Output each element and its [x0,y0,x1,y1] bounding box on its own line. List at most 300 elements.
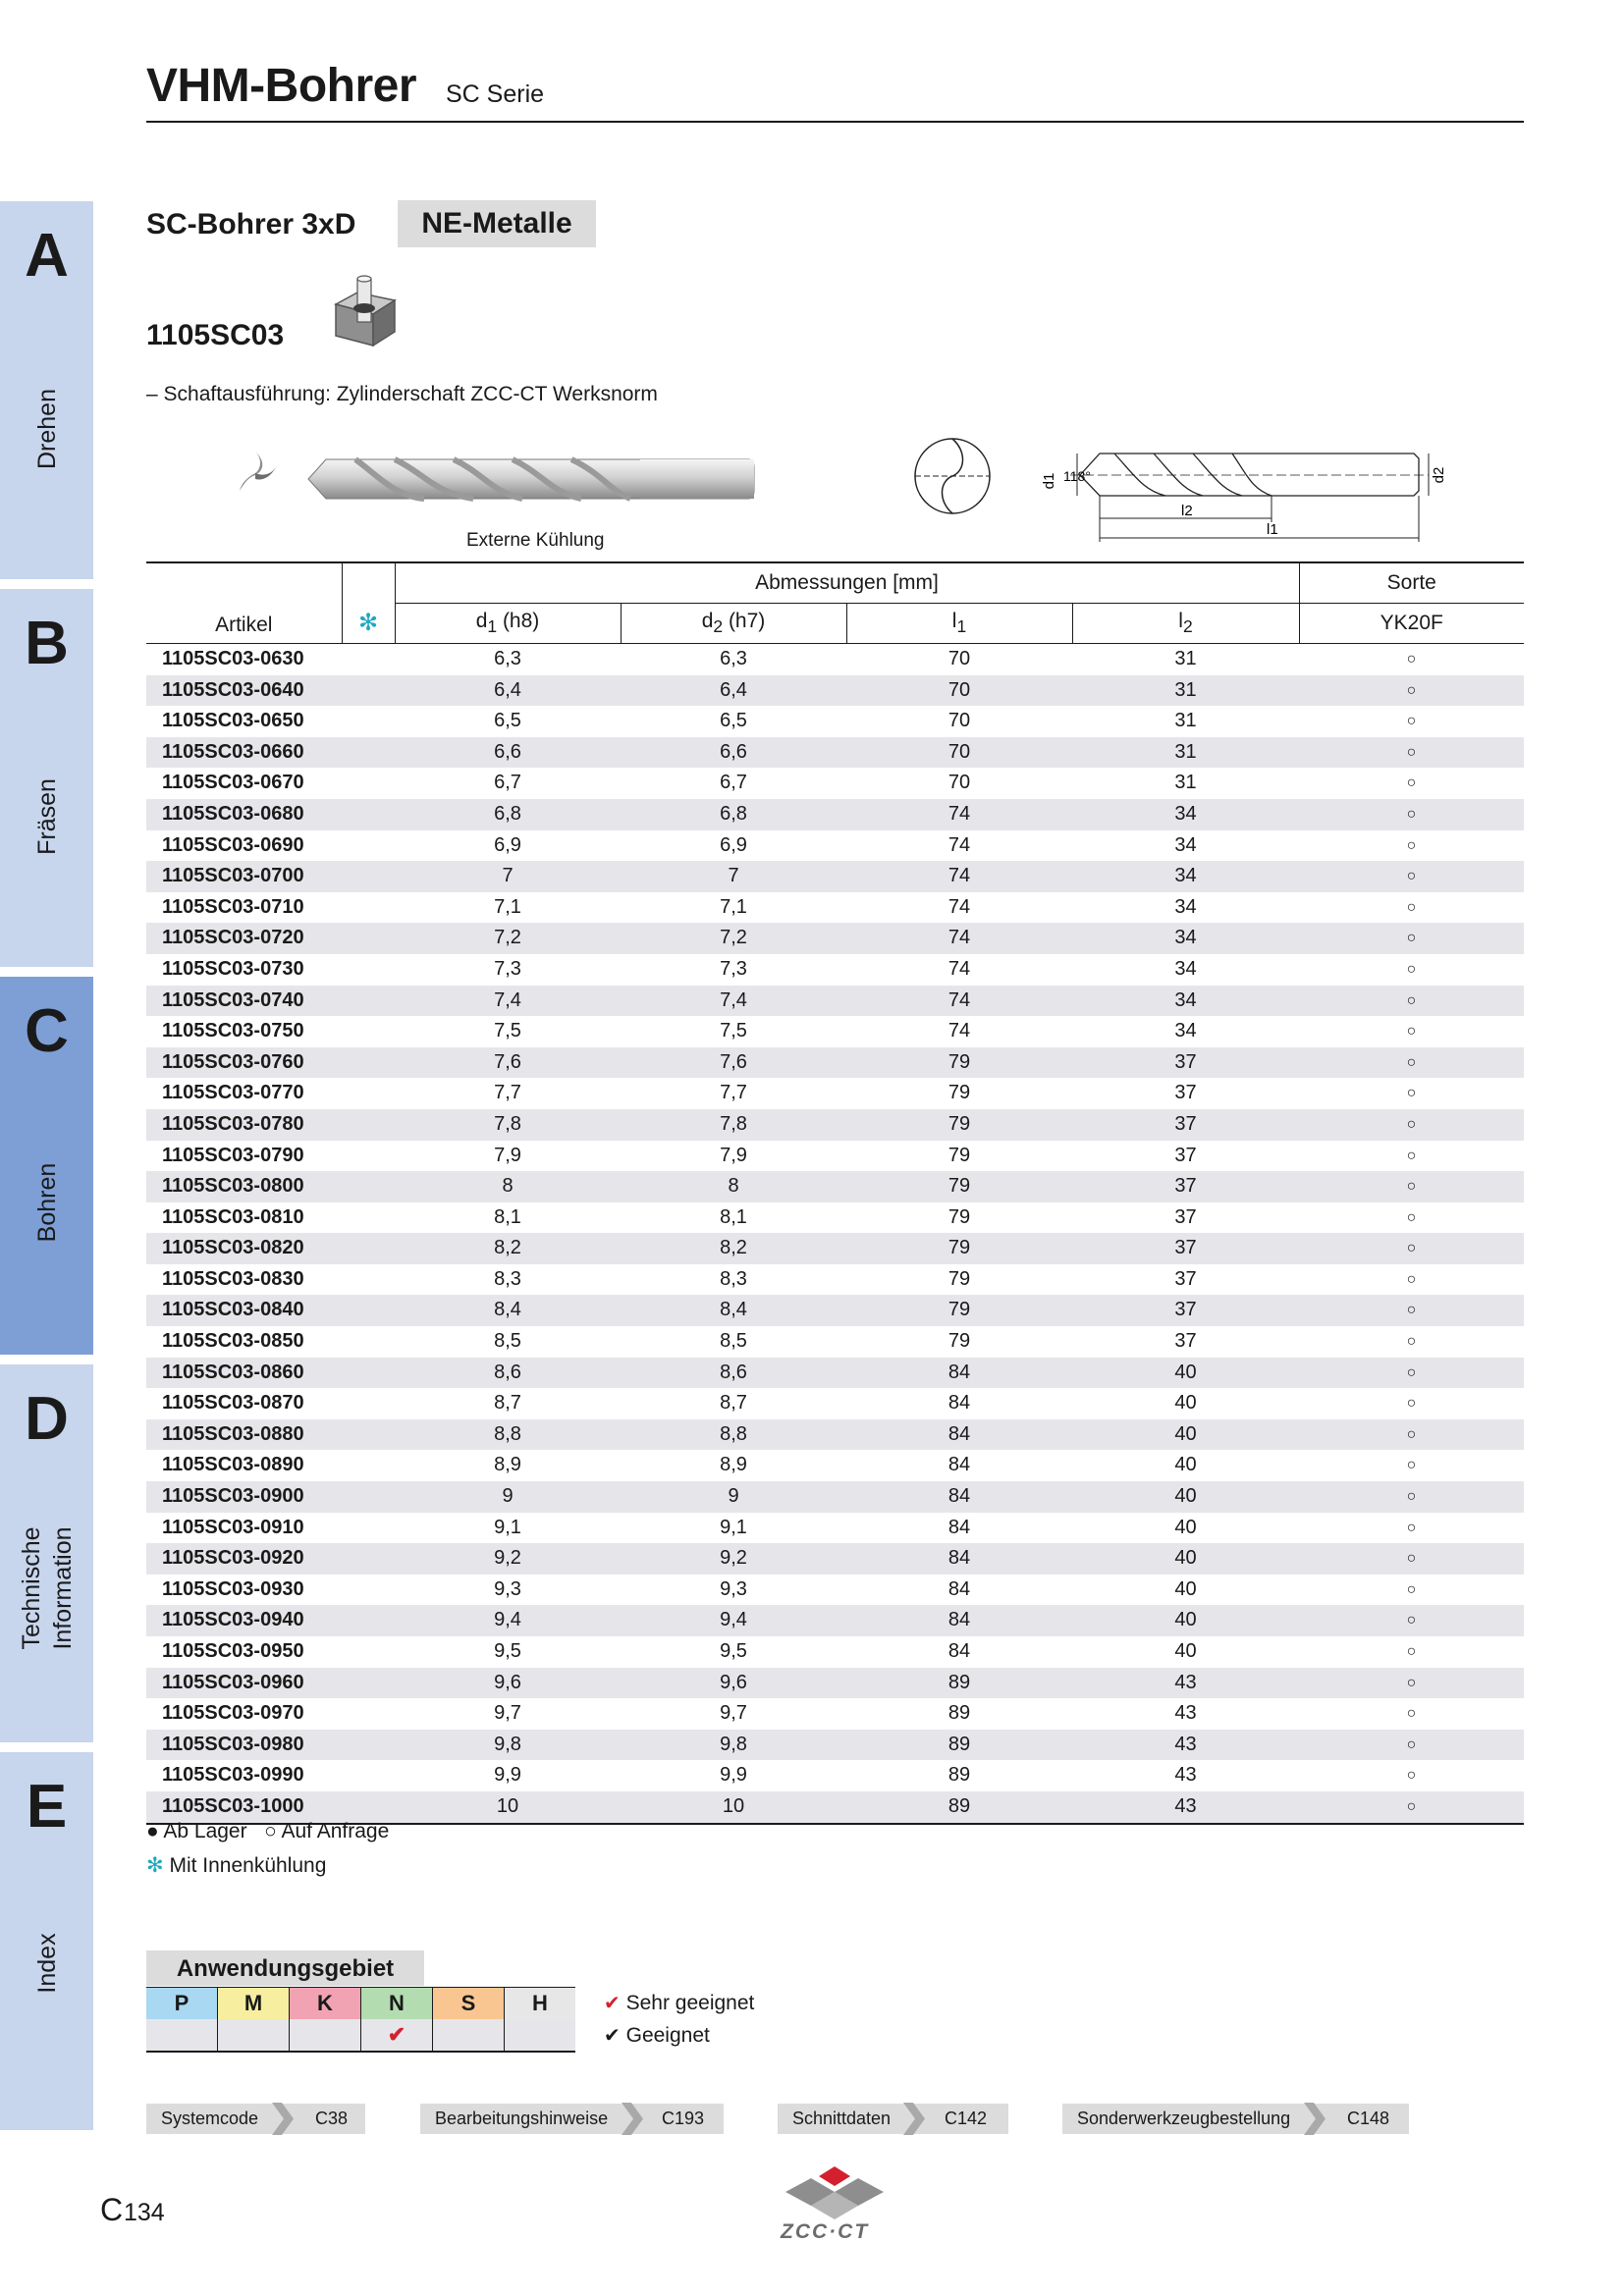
zcc-ct-logo [776,2163,893,2221]
cell-cooling [342,830,395,862]
table-row [146,1078,1524,1109]
cell-d1: 6,8 [395,799,621,830]
cell-l2: 40 [1072,1543,1299,1575]
reference-page: C148 [1347,2109,1390,2128]
cell-l1: 89 [846,1668,1072,1699]
chevron-right-icon [622,2103,645,2135]
cell-l1: 84 [846,1419,1072,1451]
material-class-suitability [218,2019,290,2052]
cell-cooling [342,1016,395,1047]
suitable-label: Geeignet [625,2024,710,2047]
table-row [146,1233,1524,1264]
cell-cooling [342,986,395,1017]
table-row [146,1481,1524,1513]
cell-d2: 7,7 [720,1082,747,1104]
cell-article: 1105SC03-0680 [146,799,342,830]
cell-grade-availability: ○ [1299,1047,1524,1079]
availability-legend [146,1820,389,1843]
side-tab-a[interactable] [0,201,93,579]
product-table [146,561,1524,1825]
reference-name: Systemcode [161,2109,259,2128]
table-row [146,1171,1524,1202]
cell-l2: 34 [1174,895,1197,918]
material-class-n: N [361,1988,433,2020]
cell-l1: 84 [846,1358,1072,1389]
cell-d2: 9,3 [720,1577,747,1600]
cell-d1: 6,5 [494,710,521,732]
table-row [146,1295,1524,1326]
material-class-table [146,1987,575,2053]
cell-d2: 9,7 [720,1702,747,1725]
table-row [146,1450,1524,1481]
cell-d1: 6,7 [494,772,521,794]
cell-l1: 84 [947,1454,971,1476]
dimension-drawing [908,432,1458,550]
cell-d1: 8,8 [395,1419,621,1451]
side-tab-label: Fräsen [33,778,61,855]
cell-cooling [342,954,395,986]
page-section-letter: C [100,2192,124,2227]
table-row [146,1141,1524,1172]
cell-d2: 8,9 [720,1454,747,1476]
cell-cooling [342,1202,395,1234]
in-stock-icon: ● [146,1820,159,1842]
cell-l1: 84 [947,1640,971,1662]
table-row [146,1543,1524,1575]
cell-cooling [342,1636,395,1668]
cell-d1: 9,3 [494,1577,521,1600]
cell-cooling [342,1481,395,1513]
cell-d2: 8,7 [720,1392,747,1415]
cell-l2: 43 [1174,1702,1197,1725]
cell-cooling [342,1450,395,1481]
cell-d1: 6,9 [494,833,521,856]
workpiece-hole-icon [332,275,401,349]
table-row [146,923,1524,954]
table-row [146,1791,1524,1824]
cell-cooling [342,1388,395,1419]
reference-link-systemcode[interactable] [146,2104,365,2134]
cell-grade-availability: ○ [1299,1543,1524,1575]
cell-grade-availability: ○ [1299,861,1524,892]
side-tab-label: Index [33,1933,61,1994]
cell-l2: 37 [1174,1267,1197,1290]
drawing-label-l1: l1 [1267,521,1278,538]
table-row [146,1730,1524,1761]
cell-l1: 70 [846,675,1072,707]
cell-d1: 7,5 [494,1020,521,1042]
drawing-angle: 118° [1063,468,1091,484]
cell-article: 1105SC03-0940 [146,1605,342,1636]
cell-l2: 40 [1174,1577,1197,1600]
drawing-label-d1: d1 [1041,472,1057,490]
cell-grade-availability: ○ [1299,1605,1524,1636]
internal-cooling-icon: ✻ [146,1854,164,1877]
cell-grade-availability: ○ [1406,1085,1417,1102]
cell-cooling [342,799,395,830]
drawing-label-d2: d2 [1431,466,1447,484]
cell-d1: 8,7 [494,1392,521,1415]
cell-d1: 8,1 [494,1205,521,1228]
cell-grade-availability: ○ [1299,1358,1524,1389]
cell-d1: 8,5 [494,1330,521,1353]
cell-article: 1105SC03-0840 [146,1295,342,1326]
cell-grade-availability: ○ [1406,1457,1417,1474]
cell-cooling [342,1326,395,1358]
page-subtitle: SC Serie [446,80,545,108]
cell-l2: 34 [1174,833,1197,856]
on-request-icon: ○ [264,1820,277,1842]
cell-article: 1105SC03-0910 [162,1516,304,1538]
logo-text: ZCC·CT [781,2220,870,2243]
cell-d1: 9,1 [494,1516,521,1538]
cell-l1: 79 [947,1330,971,1353]
cell-d1: 9,6 [395,1668,621,1699]
cell-grade-availability: ○ [1299,1481,1524,1513]
red-check-icon: ✔ [604,1993,621,2014]
cell-article: 1105SC03-0930 [162,1577,304,1600]
cooling-caption: Externe Kühlung [466,530,605,551]
cell-d2: 9,1 [720,1516,747,1538]
header-divider [146,121,1524,123]
cell-d2: 7,8 [621,1109,846,1141]
drill-image [228,444,758,522]
cell-d2: 9,8 [621,1730,846,1761]
cell-article: 1105SC03-0640 [146,675,342,707]
cell-l2: 43 [1072,1730,1299,1761]
table-row [146,737,1524,769]
side-tab-letter: A [25,222,69,290]
cell-article: 1105SC03-1000 [146,1791,342,1824]
cell-d1: 7 [395,861,621,892]
table-row [146,861,1524,892]
side-tab-c[interactable] [0,977,93,1355]
cell-l1: 70 [947,772,971,794]
side-tab-label-line: Technische [18,1526,45,1650]
cell-l2: 43 [1072,1791,1299,1824]
cell-cooling [342,1078,395,1109]
cell-d1: 7,7 [494,1082,521,1104]
cell-grade-availability: ○ [1299,799,1524,830]
cell-grade-availability: ○ [1406,960,1417,978]
table-row [146,1264,1524,1296]
material-class-suitability [433,2019,505,2052]
cell-d2: 6,5 [720,710,747,732]
column-header-grade: YK20F [1299,604,1524,644]
cell-l2: 37 [1072,1109,1299,1141]
cell-d1: 8,9 [494,1454,521,1476]
cell-article: 1105SC03-0830 [162,1267,304,1290]
cell-grade-availability: ○ [1406,1580,1417,1598]
table-row [146,706,1524,737]
cell-l2: 40 [1174,1640,1197,1662]
on-request-label: Auf Anfrage [281,1820,390,1842]
side-tab-d[interactable] [0,1364,93,1742]
chevron-right-icon [1304,2103,1327,2135]
table-row [146,1047,1524,1079]
page-number: 134 [124,2199,165,2226]
cell-d2: 9,2 [621,1543,846,1575]
cell-l2: 37 [1174,1205,1197,1228]
cell-d1: 8,3 [494,1267,521,1290]
cell-l2: 37 [1072,1171,1299,1202]
reference-name: Schnittdaten [792,2109,892,2128]
cell-article: 1105SC03-0950 [162,1640,304,1662]
cell-d2: 6,6 [621,737,846,769]
cell-article: 1105SC03-0860 [146,1358,342,1389]
cell-d1: 8,6 [395,1358,621,1389]
cell-article: 1105SC03-0890 [162,1454,304,1476]
reference-link-sonderwerkzeugbestellung[interactable] [1062,2104,1409,2134]
cell-grade-availability: ○ [1299,1295,1524,1326]
internal-cooling-icon: ✻ [357,610,379,636]
column-group-dimensions: Abmessungen [mm] [395,562,1299,604]
cell-article: 1105SC03-0790 [162,1144,304,1166]
cell-d2: 10 [621,1791,846,1824]
cell-d2: 8,8 [621,1419,846,1451]
column-header-l2: $l_2$ [1072,604,1299,644]
side-tab-b[interactable] [0,589,93,967]
cell-article: 1105SC03-0780 [146,1109,342,1141]
cell-l2: 37 [1072,1047,1299,1079]
cell-l2: 31 [1072,737,1299,769]
cell-d1: 9,8 [395,1730,621,1761]
cell-d2: 9,5 [720,1640,747,1662]
cell-grade-availability: ○ [1406,1395,1417,1413]
cell-article: 1105SC03-0960 [146,1668,342,1699]
cell-d2: 7,9 [720,1144,747,1166]
cell-grade-availability: ○ [1406,1643,1417,1660]
cell-cooling [342,1233,395,1264]
cell-l1: 74 [846,799,1072,830]
material-class-suitability [290,2019,361,2052]
cell-article: 1105SC03-0690 [162,833,304,856]
cell-grade-availability: ○ [1406,898,1417,916]
cell-cooling [342,861,395,892]
chevron-right-icon [272,2103,296,2135]
cell-d1: 7,6 [395,1047,621,1079]
cell-l1: 84 [846,1543,1072,1575]
cell-l2: 37 [1174,1144,1197,1166]
side-tab-label: Drehen [33,389,61,469]
cell-d2: 6,9 [720,833,747,856]
in-stock-label: Ab Lager [163,1820,247,1842]
cell-l2: 31 [1174,772,1197,794]
cell-d2: 8,5 [720,1330,747,1353]
cell-article: 1105SC03-0740 [146,986,342,1017]
cell-grade-availability: ○ [1406,1519,1417,1536]
cell-grade-availability: ○ [1406,774,1417,792]
cell-l1: 79 [846,1109,1072,1141]
cell-l2: 34 [1174,1020,1197,1042]
cell-cooling [342,1264,395,1296]
cell-l1: 79 [947,1082,971,1104]
cell-l1: 74 [846,861,1072,892]
cell-d2: 9,4 [621,1605,846,1636]
cell-grade-availability: ○ [1299,1171,1524,1202]
cell-l2: 31 [1174,648,1197,669]
material-class-k: K [290,1988,361,2020]
cell-cooling [342,1730,395,1761]
cell-grade-availability: ○ [1406,1767,1417,1785]
cell-l1: 79 [947,1144,971,1166]
material-class-m: M [218,1988,290,2020]
cell-article: 1105SC03-0670 [162,772,304,794]
cell-l1: 89 [947,1764,971,1787]
table-row [146,1605,1524,1636]
cell-grade-availability: ○ [1406,713,1417,730]
cooling-legend [146,1853,326,1878]
cell-cooling [342,1109,395,1141]
cell-article: 1105SC03-0980 [146,1730,342,1761]
column-group-grade: Sorte [1299,562,1524,604]
cell-article: 1105SC03-0990 [162,1764,304,1787]
cell-d2: 9,9 [720,1764,747,1787]
cell-l1: 79 [947,1267,971,1290]
cell-article: 1105SC03-0760 [146,1047,342,1079]
cell-l1: 84 [947,1577,971,1600]
material-class-suitability [146,2019,218,2052]
table-row [146,830,1524,862]
drawing-label-l2: l2 [1181,503,1193,519]
cell-cooling [342,1141,395,1172]
cell-d2: 8,4 [621,1295,846,1326]
cell-cooling [342,1513,395,1544]
side-tab-label: Bohren [33,1162,61,1243]
cell-d2: 7,5 [720,1020,747,1042]
section-title: SC-Bohrer 3xD [146,208,356,240]
table-row [146,799,1524,830]
cell-l1: 74 [947,833,971,856]
cell-d1: 6,4 [395,675,621,707]
cell-l1: 89 [947,1702,971,1725]
cell-d1: 9 [395,1481,621,1513]
cell-d1: 8,2 [395,1233,621,1264]
cell-article: 1105SC03-0750 [162,1020,304,1042]
cell-cooling [342,1605,395,1636]
cell-l1: 74 [846,986,1072,1017]
cell-grade-availability: ○ [1406,1147,1417,1164]
very-suitable-label: Sehr geeignet [625,1992,755,2014]
side-tab-e[interactable] [0,1752,93,2130]
cell-l1: 70 [947,648,971,669]
shank-note: – Schaftausführung: Zylinderschaft ZCC-CT Werksnorm [146,383,658,405]
page-title: VHM-Bohrer [146,60,417,112]
cell-grade-availability: ○ [1299,1668,1524,1699]
cell-l1: 79 [846,1171,1072,1202]
cell-d1: 6,3 [494,648,521,669]
cell-article: 1105SC03-0650 [162,710,304,732]
cell-d2: 8,6 [621,1358,846,1389]
cell-l2: 40 [1072,1419,1299,1451]
table-row [146,1698,1524,1730]
cell-cooling [342,1791,395,1824]
reference-link-schnittdaten[interactable] [778,2104,1008,2134]
cell-cooling [342,1543,395,1575]
cell-d1: 6,6 [395,737,621,769]
cell-article: 1105SC03-0880 [146,1419,342,1451]
cell-grade-availability: ○ [1299,1233,1524,1264]
cell-cooling [342,737,395,769]
cell-l2: 37 [1072,1295,1299,1326]
cell-l1: 70 [846,737,1072,769]
cell-article: 1105SC03-0630 [162,648,304,669]
cell-d2: 8,3 [720,1267,747,1290]
cell-d2: 7 [621,861,846,892]
cell-grade-availability: ○ [1406,836,1417,854]
table-row [146,1668,1524,1699]
table-row [146,1636,1524,1668]
cell-d1: 7,8 [395,1109,621,1141]
cell-cooling [342,1760,395,1791]
cell-d1: 7,3 [494,957,521,980]
table-row [146,1202,1524,1234]
cell-d2: 7,3 [720,957,747,980]
cell-l1: 79 [846,1233,1072,1264]
cell-l1: 84 [947,1392,971,1415]
dark-check-icon: ✔ [604,2025,621,2047]
column-header-d1: $d_1$ (h8) [395,604,621,644]
cell-cooling [342,1668,395,1699]
cell-grade-availability: ○ [1299,675,1524,707]
material-class-p: P [146,1988,218,2020]
reference-page: C193 [662,2109,705,2128]
article-code: 1105SC03 [146,319,285,351]
cell-cooling [342,1419,395,1451]
cell-l1: 70 [947,710,971,732]
cell-cooling [342,706,395,737]
table-row [146,1326,1524,1358]
table-row [146,1109,1524,1141]
material-badge: NE-Metalle [398,200,596,247]
table-row [146,1016,1524,1047]
cell-d1: 9,9 [494,1764,521,1787]
cell-l2: 34 [1072,861,1299,892]
chevron-right-icon [903,2103,927,2135]
cell-cooling [342,1575,395,1606]
cell-d1: 9,7 [494,1702,521,1725]
very-suitable-legend [604,1991,754,2015]
column-header-l1: $l_1$ [846,604,1072,644]
table-row [146,892,1524,924]
cell-article: 1105SC03-0900 [146,1481,342,1513]
cell-article: 1105SC03-0720 [146,923,342,954]
cell-d2: 6,3 [720,648,747,669]
cell-l1: 84 [846,1481,1072,1513]
cell-d2: 8,1 [720,1205,747,1228]
table-row [146,1513,1524,1544]
reference-page: C38 [315,2109,349,2128]
cell-l1: 79 [846,1295,1072,1326]
cell-l2: 31 [1174,710,1197,732]
cell-d2: 6,7 [720,772,747,794]
cell-l1: 84 [947,1516,971,1538]
cell-grade-availability: ○ [1299,1791,1524,1824]
reference-link-bearbeitungshinweise[interactable] [420,2104,724,2134]
cell-article: 1105SC03-0800 [146,1171,342,1202]
cell-d1: 9,4 [395,1605,621,1636]
cell-l2: 43 [1174,1764,1197,1787]
cell-grade-availability: ○ [1406,651,1417,667]
cell-l2: 34 [1174,957,1197,980]
cell-article: 1105SC03-0730 [162,957,304,980]
cell-grade-availability: ○ [1406,1270,1417,1288]
side-tab-label-line: Information [49,1526,77,1650]
cell-l1: 84 [846,1605,1072,1636]
cell-d2: 7,1 [720,895,747,918]
cell-l2: 43 [1072,1668,1299,1699]
cell-l2: 31 [1072,675,1299,707]
